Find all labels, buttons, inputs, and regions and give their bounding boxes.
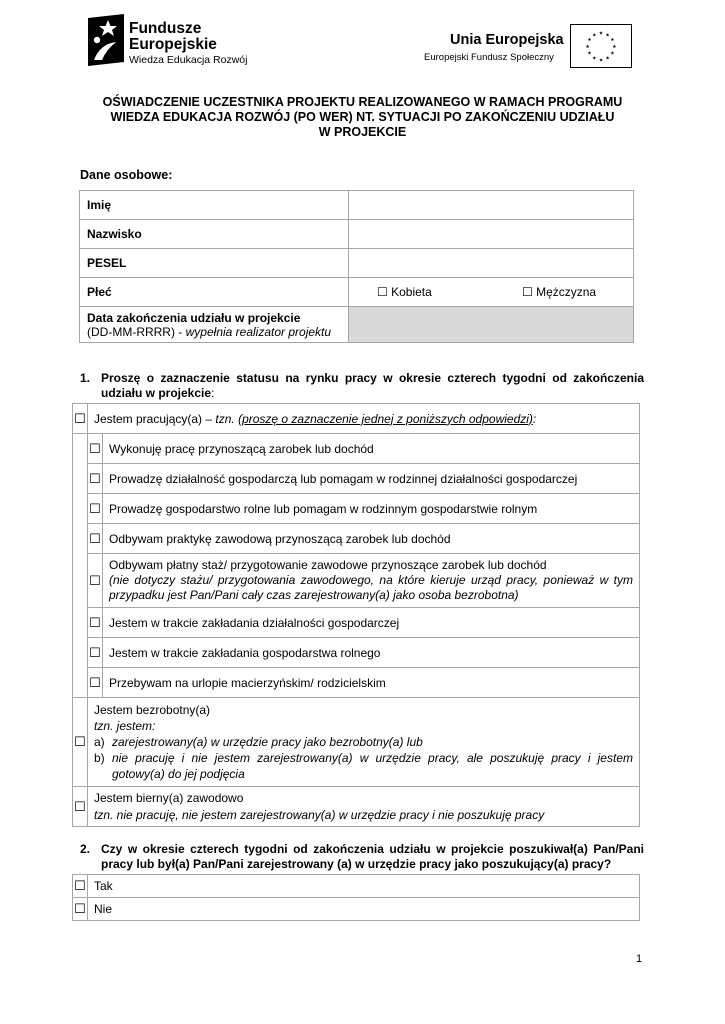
document-title bbox=[75, 95, 650, 140]
checkbox-sub-7[interactable]: ☐ bbox=[88, 638, 103, 668]
employed-colon: : bbox=[532, 411, 537, 426]
ue-logo-title: Unia Europejska bbox=[450, 32, 564, 48]
question-1-number: 1. bbox=[80, 371, 91, 385]
svg-text:★: ★ bbox=[598, 31, 604, 37]
checkbox-kobieta[interactable]: ☐ Kobieta bbox=[377, 285, 432, 299]
staz-main: Odbywam płatny staż/ przygotowanie zawodowe przynoszące zarobek lub dochód bbox=[109, 558, 547, 572]
unia-europejska-logo bbox=[420, 24, 635, 70]
personal-data-heading: Dane osobowe: bbox=[80, 168, 173, 182]
status-subrow bbox=[73, 434, 640, 464]
status-row-unemployed bbox=[73, 698, 640, 787]
unemployed-a-marker: a) bbox=[94, 735, 105, 749]
sub-option-2: Prowadzę działalność gospodarczą lub pomagam w rodzinnej działalności gospodarczej bbox=[103, 464, 640, 494]
checkbox-sub-6[interactable]: ☐ bbox=[88, 608, 103, 638]
employed-tzn: tzn. bbox=[215, 411, 239, 426]
sub-option-6: Jestem w trakcie zakładania działalności gospodarczej bbox=[103, 608, 640, 638]
checkbox-sub-4[interactable]: ☐ bbox=[88, 524, 103, 554]
fe-logo-line1: Fundusze bbox=[129, 20, 202, 37]
staz-note: (nie dotyczy stażu/ przygotowania zawodowego, na które kieruje urząd pracy, ponieważ w tym przypadku jest Pan/Pani cały czas zarejestrowany(a) jako osoba bezrobotna) bbox=[109, 573, 633, 602]
question-2-text: Czy w okresie czterech tygodni od zakończenia udziału w projekcie poszukiwał(a) Pan/Pani pracy lub był(a) Pan/Pani zarejestrowany (a) w urzędzie pracy jako poszukujący(a) pracy? bbox=[101, 842, 644, 871]
data-note: wypełnia realizator projektu bbox=[185, 324, 332, 339]
svg-text:★: ★ bbox=[587, 38, 592, 44]
status-subrow bbox=[73, 524, 640, 554]
status-subrow bbox=[73, 638, 640, 668]
checkbox-employed[interactable]: ☐ bbox=[73, 404, 88, 434]
question-1 bbox=[80, 371, 644, 401]
fundusze-europejskie-logo bbox=[88, 14, 258, 70]
eu-flag-icon bbox=[570, 24, 632, 68]
fe-logo-line2: Europejskie bbox=[129, 36, 217, 53]
data-format: (DD-MM-RRRR) - bbox=[87, 324, 186, 339]
answer-no: Nie bbox=[88, 898, 640, 921]
row-pesel bbox=[80, 249, 634, 278]
unemployed-b-text: nie pracuję i nie jestem zarejestrowany(a) w urzędzie pracy, ale poszukuję pracy i jestem gotowy(a) do jej podjęcia bbox=[112, 751, 633, 781]
label-pesel: PESEL bbox=[80, 249, 349, 278]
status-row-employed bbox=[73, 404, 640, 434]
unemployed-main: Jestem bezrobotny(a) bbox=[94, 703, 211, 717]
sub-option-5 bbox=[103, 554, 640, 608]
unemployed-tzn: tzn. jestem: bbox=[94, 719, 156, 733]
unemployed-b-marker: b) bbox=[94, 751, 105, 765]
answer-yes: Tak bbox=[88, 875, 640, 898]
fundusze-europejskie-icon bbox=[88, 14, 124, 66]
svg-text:★: ★ bbox=[592, 56, 597, 62]
question-2 bbox=[80, 842, 644, 872]
checkbox-sub-5[interactable]: ☐ bbox=[88, 554, 103, 608]
svg-text:★: ★ bbox=[605, 33, 610, 39]
label-plec: Płeć bbox=[80, 278, 349, 307]
employed-main: Jestem pracujący(a) – bbox=[94, 411, 216, 426]
checkbox-sub-2[interactable]: ☐ bbox=[88, 464, 103, 494]
status-subrow bbox=[73, 608, 640, 638]
sub-option-4: Odbywam praktykę zawodową przynoszącą zarobek lub dochód bbox=[103, 524, 640, 554]
employed-hint: (proszę o zaznaczenie jednej z poniższych odpowiedzi) bbox=[238, 411, 533, 426]
status-subrow bbox=[73, 464, 640, 494]
question-1-colon: : bbox=[211, 386, 215, 400]
labour-status-table bbox=[72, 403, 640, 827]
row-imie bbox=[80, 191, 634, 220]
checkbox-mezczyzna[interactable]: ☐ Mężczyzna bbox=[522, 285, 597, 299]
checkbox-sub-8[interactable]: ☐ bbox=[88, 668, 103, 698]
svg-text:★: ★ bbox=[610, 51, 615, 57]
input-data-zakonczenia bbox=[349, 307, 634, 343]
question-2-answers bbox=[72, 874, 640, 921]
label-nazwisko: Nazwisko bbox=[80, 220, 349, 249]
svg-text:★: ★ bbox=[587, 51, 592, 57]
fe-logo-line3: Wiedza Edukacja Rozwój bbox=[129, 54, 248, 66]
status-subrow bbox=[73, 668, 640, 698]
svg-text:★: ★ bbox=[610, 38, 615, 44]
unemployed-option-b bbox=[94, 750, 633, 782]
checkbox-yes[interactable]: ☐ bbox=[73, 875, 88, 898]
question-2-number: 2. bbox=[80, 842, 91, 856]
ue-logo-subtitle: Europejski Fundusz Społeczny bbox=[424, 52, 554, 63]
svg-text:★: ★ bbox=[612, 44, 617, 50]
checkbox-inactive[interactable]: ☐ bbox=[73, 787, 88, 827]
employed-label bbox=[88, 404, 640, 434]
answer-row-no bbox=[73, 898, 640, 921]
checkbox-sub-1[interactable]: ☐ bbox=[88, 434, 103, 464]
status-subrow bbox=[73, 494, 640, 524]
input-pesel[interactable] bbox=[349, 249, 634, 278]
unemployed-option-a bbox=[94, 734, 633, 750]
input-imie[interactable] bbox=[349, 191, 634, 220]
inactive-label bbox=[88, 787, 640, 827]
unemployed-a-text: zarejestrowany(a) w urzędzie pracy jako bezrobotny(a) lub bbox=[112, 735, 423, 749]
title-line-3: W PROJEKCIE bbox=[318, 125, 407, 139]
row-plec bbox=[80, 278, 634, 307]
gender-options bbox=[349, 278, 634, 307]
sub-option-8: Przebywam na urlopie macierzyńskim/ rodzicielskim bbox=[103, 668, 640, 698]
sub-option-3: Prowadzę gospodarstwo rolne lub pomagam w rodzinnym gospodarstwie rolnym bbox=[103, 494, 640, 524]
indent-cell bbox=[73, 434, 88, 698]
unemployed-label bbox=[88, 698, 640, 787]
checkbox-unemployed[interactable]: ☐ bbox=[73, 698, 88, 787]
data-label: Data zakończenia udziału w projekcie bbox=[87, 310, 301, 325]
sub-option-1: Wykonuję pracę przynoszącą zarobek lub dochód bbox=[103, 434, 640, 464]
title-line-1: OŚWIADCZENIE UCZESTNIKA PROJEKTU REALIZOWANEGO W RAMACH PROGRAMU bbox=[102, 95, 623, 109]
svg-text:★: ★ bbox=[585, 44, 590, 50]
sub-option-7: Jestem w trakcie zakładania gospodarstwa rolnego bbox=[103, 638, 640, 668]
title-line-2: WIEDZA EDUKACJA ROZWÓJ (PO WER) NT. SYTUACJI PO ZAKOŃCZENIU UDZIAŁU bbox=[110, 110, 615, 124]
checkbox-sub-3[interactable]: ☐ bbox=[88, 494, 103, 524]
label-imie: Imię bbox=[80, 191, 349, 220]
svg-text:★: ★ bbox=[592, 33, 597, 39]
answer-row-yes bbox=[73, 875, 640, 898]
status-subrow bbox=[73, 554, 640, 608]
input-nazwisko[interactable] bbox=[349, 220, 634, 249]
page-number: 1 bbox=[636, 953, 643, 965]
svg-text:★: ★ bbox=[598, 58, 604, 64]
row-nazwisko bbox=[80, 220, 634, 249]
inactive-note: tzn. nie pracuję, nie jestem zarejestrowany(a) w urzędzie pracy i nie poszukuję pracy bbox=[94, 807, 545, 822]
row-data-zakonczenia bbox=[80, 307, 634, 343]
personal-data-table bbox=[79, 190, 634, 343]
checkbox-no[interactable]: ☐ bbox=[73, 898, 88, 921]
label-data-zakonczenia bbox=[80, 307, 349, 343]
svg-text:★: ★ bbox=[605, 56, 610, 62]
question-1-text: Proszę o zaznaczenie statusu na rynku pracy w okresie czterech tygodni od zakończenia udziału w projekcie bbox=[101, 371, 644, 400]
inactive-main: Jestem bierny(a) zawodowo bbox=[94, 790, 244, 805]
status-row-inactive bbox=[73, 787, 640, 827]
